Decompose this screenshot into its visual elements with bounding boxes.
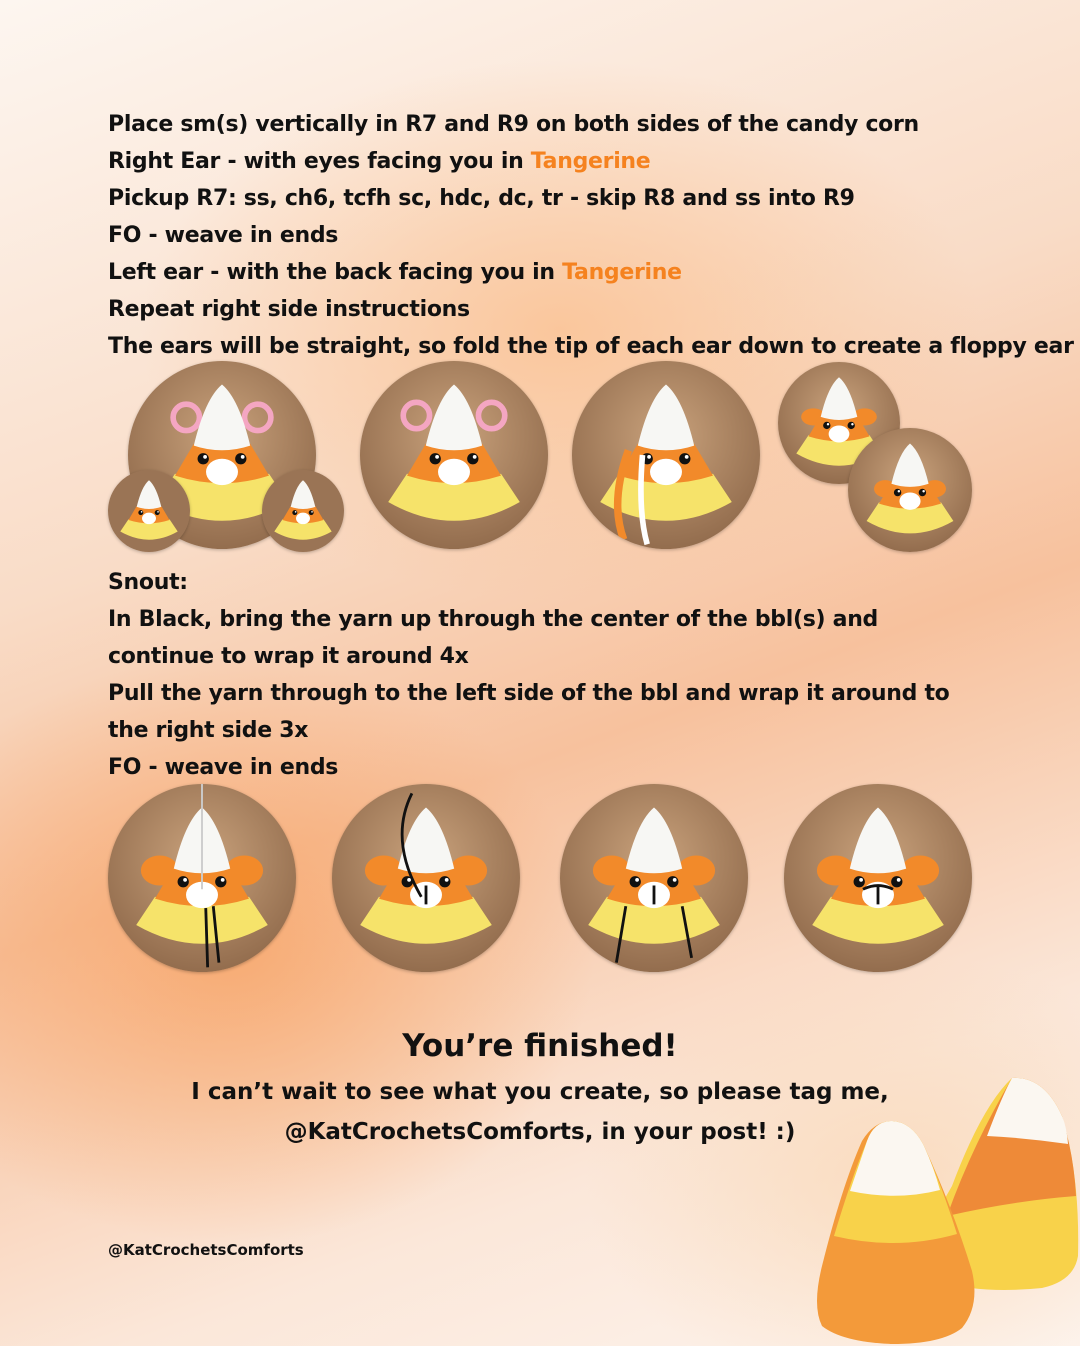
instruction-left-ear-text: Left ear - with the back facing you in [108,260,563,285]
color-name-tangerine: Tangerine [530,149,651,174]
snout-photo-2 [332,784,520,972]
snout-photo-3 [560,784,748,972]
ears-photo-1-right-detail [262,470,344,552]
instruction-fold-ears: The ears will be straight, so fold the tip of each ear down to create a floppy ear [108,334,1074,359]
instruction-repeat: Repeat right side instructions [108,297,470,322]
ears-photo-2 [360,361,548,549]
ears-photo-1-left-detail [108,470,190,552]
snout-heading: Snout: [108,570,188,595]
finished-message-line2: @KatCrochetsComforts, in your post! :) [284,1119,796,1145]
ears-photo-3 [572,361,760,549]
color-name-tangerine: Tangerine [562,260,682,285]
instruction-snout-wrap: In Black, bring the yarn up through the center of the bbl(s) and continue to wrap it around 4x [108,607,879,669]
instruction-right-ear [108,143,988,180]
instruction-left-ear [108,254,988,291]
candy-corn-illustration [812,1066,1080,1346]
instruction-place-markers: Place sm(s) vertically in R7 and R9 on both sides of the candy corn [108,112,919,137]
instruction-snout-pull: Pull the yarn through to the left side of the bbl and wrap it around to the right side 3x [108,681,950,743]
finished-message-line1: I can’t wait to see what you create, so please tag me, [191,1079,889,1105]
instruction-fasten-off: FO - weave in ends [108,223,339,248]
instruction-right-ear-text: Right Ear - with eyes facing you in [108,149,531,174]
snout-photo-1 [108,784,296,972]
candy-corn-front-icon [817,1121,974,1344]
snout-photo-4 [784,784,972,972]
instruction-snout-fasten-off: FO - weave in ends [108,755,339,780]
finished-title: You’re finished! [402,1028,678,1064]
instruction-pickup: Pickup R7: ss, ch6, tcfh sc, hdc, dc, tr - skip R8 and ss into R9 [108,186,855,211]
snout-instructions [108,564,980,786]
ears-photo-4b [848,428,972,552]
author-handle: @KatCrochetsComforts [108,1241,304,1259]
ears-instructions [108,106,1074,365]
